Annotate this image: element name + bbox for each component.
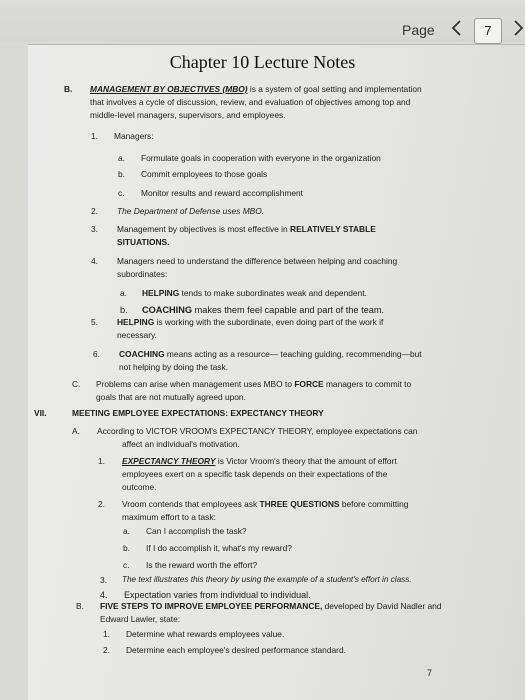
- item-marker: a.: [120, 288, 127, 298]
- text-line: goals that are not mutually agreed upon.: [96, 392, 246, 402]
- page-divider: [28, 44, 525, 45]
- item-marker: b.: [120, 305, 128, 315]
- item-marker: 2.: [103, 645, 110, 655]
- item-marker: 4.: [100, 590, 108, 600]
- item-marker: c.: [118, 188, 125, 198]
- section-heading: MEETING EMPLOYEE EXPECTATIONS: EXPECTANCY THEORY: [72, 408, 324, 418]
- text-line: Edward Lawler, state:: [100, 614, 181, 624]
- text-line: Determine each employee's desired performance standard.: [126, 645, 346, 655]
- text-line: Is the reward worth the effort?: [146, 560, 258, 570]
- text-line: If I do accomplish it, what's my reward?: [146, 543, 292, 553]
- text-line: subordinates:: [117, 269, 168, 279]
- text-line: Managers:: [114, 131, 154, 141]
- text-line: Vroom contends that employees ask THREE QUESTIONS before committing: [122, 499, 409, 509]
- text-line: The Department of Defense uses MBO.: [117, 206, 265, 216]
- item-marker: 1.: [103, 629, 110, 639]
- item-marker: a.: [123, 526, 130, 536]
- item-marker: b.: [118, 169, 125, 179]
- section-marker: B.: [64, 84, 73, 94]
- text-line: Problems can arise when management uses MBO to FORCE managers to commit to: [96, 379, 412, 389]
- viewer-toolbar: [0, 0, 525, 42]
- text-line: FIVE STEPS TO IMPROVE EMPLOYEE PERFORMANCE, developed by David Nadler and: [100, 601, 442, 611]
- text-line: middle-level managers, supervisors, and employees.: [90, 110, 286, 120]
- item-marker: 1.: [91, 131, 98, 141]
- text-line: Managers need to understand the difference between helping and coaching: [117, 256, 398, 266]
- text-line: Determine what rewards employees value.: [126, 629, 285, 639]
- chevron-right-icon[interactable]: [512, 19, 524, 37]
- text-line: affect an individual's motivation.: [122, 439, 240, 449]
- item-marker: 3.: [91, 224, 98, 234]
- section-marker: VII.: [34, 408, 47, 418]
- item-marker: 6.: [93, 349, 100, 359]
- section-marker: A.: [72, 426, 80, 436]
- text-line: Formulate goals in cooperation with everyone in the organization: [141, 153, 381, 163]
- text-line: necessary.: [117, 330, 157, 340]
- item-marker: a.: [118, 153, 125, 163]
- current-page-field[interactable]: 7: [474, 18, 502, 44]
- text-line: The text illustrates this theory by using the example of a student's effort in class.: [122, 575, 412, 584]
- item-marker: 2.: [91, 206, 98, 216]
- item-marker: 2.: [98, 499, 105, 509]
- text-line: Management by objectives is most effective in RELATIVELY STABLE: [117, 224, 376, 234]
- chevron-left-icon[interactable]: [450, 19, 464, 37]
- section-marker: B.: [76, 601, 84, 611]
- text-line: employees exert on a specific task depends on their expectations of the: [122, 469, 388, 479]
- text-line: that involves a cycle of discussion, review, and evaluation of objectives among top and: [90, 97, 411, 107]
- item-marker: c.: [123, 560, 130, 570]
- page-label: Page: [402, 22, 435, 38]
- text-line: maximum effort to a task:: [122, 512, 216, 522]
- text-line: Commit employees to those goals: [141, 169, 268, 179]
- text-line: outcome.: [122, 482, 157, 492]
- item-marker: 3.: [100, 575, 107, 585]
- text-line: Expectation varies from individual to individual.: [124, 590, 311, 600]
- text-line: COACHING means acting as a resource— teaching guiding, recommending—but: [119, 349, 422, 359]
- text-line: Monitor results and reward accomplishment: [141, 188, 303, 198]
- text-line: not helping by doing the task.: [119, 362, 228, 372]
- text-line: Can I accomplish the task?: [146, 526, 247, 536]
- item-marker: b.: [123, 543, 130, 553]
- page-title: Chapter 10 Lecture Notes: [169, 52, 356, 72]
- item-marker: 1.: [98, 456, 105, 466]
- text-line: HELPING is working with the subordinate, even doing part of the work if: [117, 317, 384, 327]
- text-line: HELPING tends to make subordinates weak and dependent.: [142, 288, 367, 298]
- text-line: COACHING makes them feel capable and part of the team.: [142, 305, 385, 315]
- text-line: MANAGEMENT BY OBJECTIVES (MBO) is a system of goal setting and implementation: [90, 84, 422, 94]
- text-line: According to VICTOR VROOM's EXPECTANCY THEORY, employee expectations can: [97, 426, 418, 436]
- section-marker: C.: [72, 379, 81, 389]
- item-marker: 5.: [91, 317, 98, 327]
- page-number: 7: [427, 668, 433, 678]
- item-marker: 4.: [91, 256, 98, 266]
- text-line: EXPECTANCY THEORY is Victor Vroom's theory that the amount of effort: [122, 456, 397, 466]
- text-line: SITUATIONS.: [117, 237, 170, 247]
